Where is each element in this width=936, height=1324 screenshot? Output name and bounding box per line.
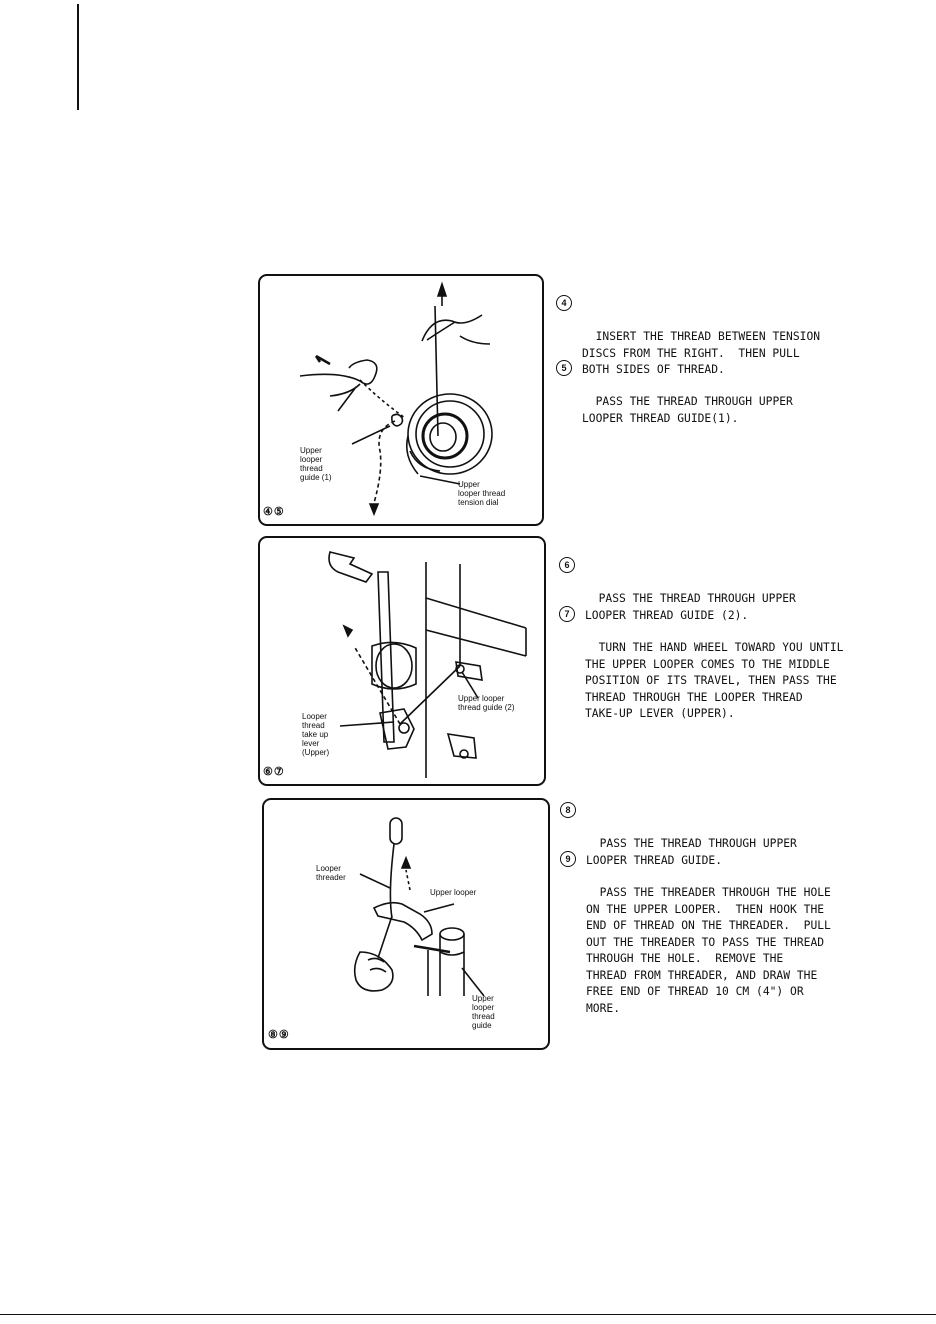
step-text: PASS THE THREAD THROUGH UPPER LOOPER THREAD GUIDE. [586,837,797,867]
label-upper-looper: Upper looper [430,888,477,897]
label-upper-looper-thread-tension-dial: Upper looper thread tension dial [458,480,506,507]
step-7 [564,607,844,723]
step-5 [561,361,793,427]
left-margin-rule [77,4,79,110]
figure-tension-disc [258,274,544,526]
step-text: PASS THE THREAD THROUGH UPPER LOOPER THREAD GUIDE (2). [585,592,796,622]
label-upper-looper-thread-guide: Upper looper thread guide [472,994,495,1030]
label-upper-looper-thread-guide-1: Upper looper thread guide (1) [300,446,332,482]
label-upper-looper-thread-guide-2: Upper looper thread guide (2) [458,694,515,712]
figure-badge: ⑥⑦ [263,766,285,778]
threader-illustration [264,800,548,1048]
step-number: 5 [556,360,572,376]
step-text: TURN THE HAND WHEEL TOWARD YOU UNTIL THE UPPER LOOPER COMES TO THE MIDDLE POSITION OF ITS TRAVEL, THEN PASS THE THREAD THROUGH THE LOOPER THREAD TAKE-UP LEVER (UPPER). [585,641,844,720]
step-number: 4 [556,295,572,311]
figure-thread-guide-2 [258,536,546,786]
step-text: INSERT THE THREAD BETWEEN TENSION DISCS FROM THE RIGHT. THEN PULL BOTH SIDES OF THREAD. [582,330,821,376]
label-looper-threader: Looper threader [316,864,346,882]
step-number: 9 [560,851,576,867]
figure-badge: ⑧⑨ [268,1029,290,1041]
figure-looper-threader [262,798,550,1050]
step-number: 8 [560,802,576,818]
figure-badge: ④⑤ [263,506,285,518]
step-9 [565,852,831,1017]
step-number: 6 [559,557,575,573]
step-text: PASS THE THREADER THROUGH THE HOLE ON THE UPPER LOOPER. THEN HOOK THE END OF THREAD ON THE THREADER. PULL OUT THE THREADER TO PASS THE THREAD THROUGH THE HOLE. REMOVE THE THREAD FROM THREADER, AND DRAW THE FREE END OF THREAD 10 CM (4") OR MORE. [586,886,831,1015]
label-looper-thread-take-up-lever: Looper thread take up lever (Upper) [302,712,330,757]
bottom-rule [0,1314,936,1315]
step-number: 7 [559,606,575,622]
step-text: PASS THE THREAD THROUGH UPPER LOOPER THREAD GUIDE(1). [582,395,793,425]
